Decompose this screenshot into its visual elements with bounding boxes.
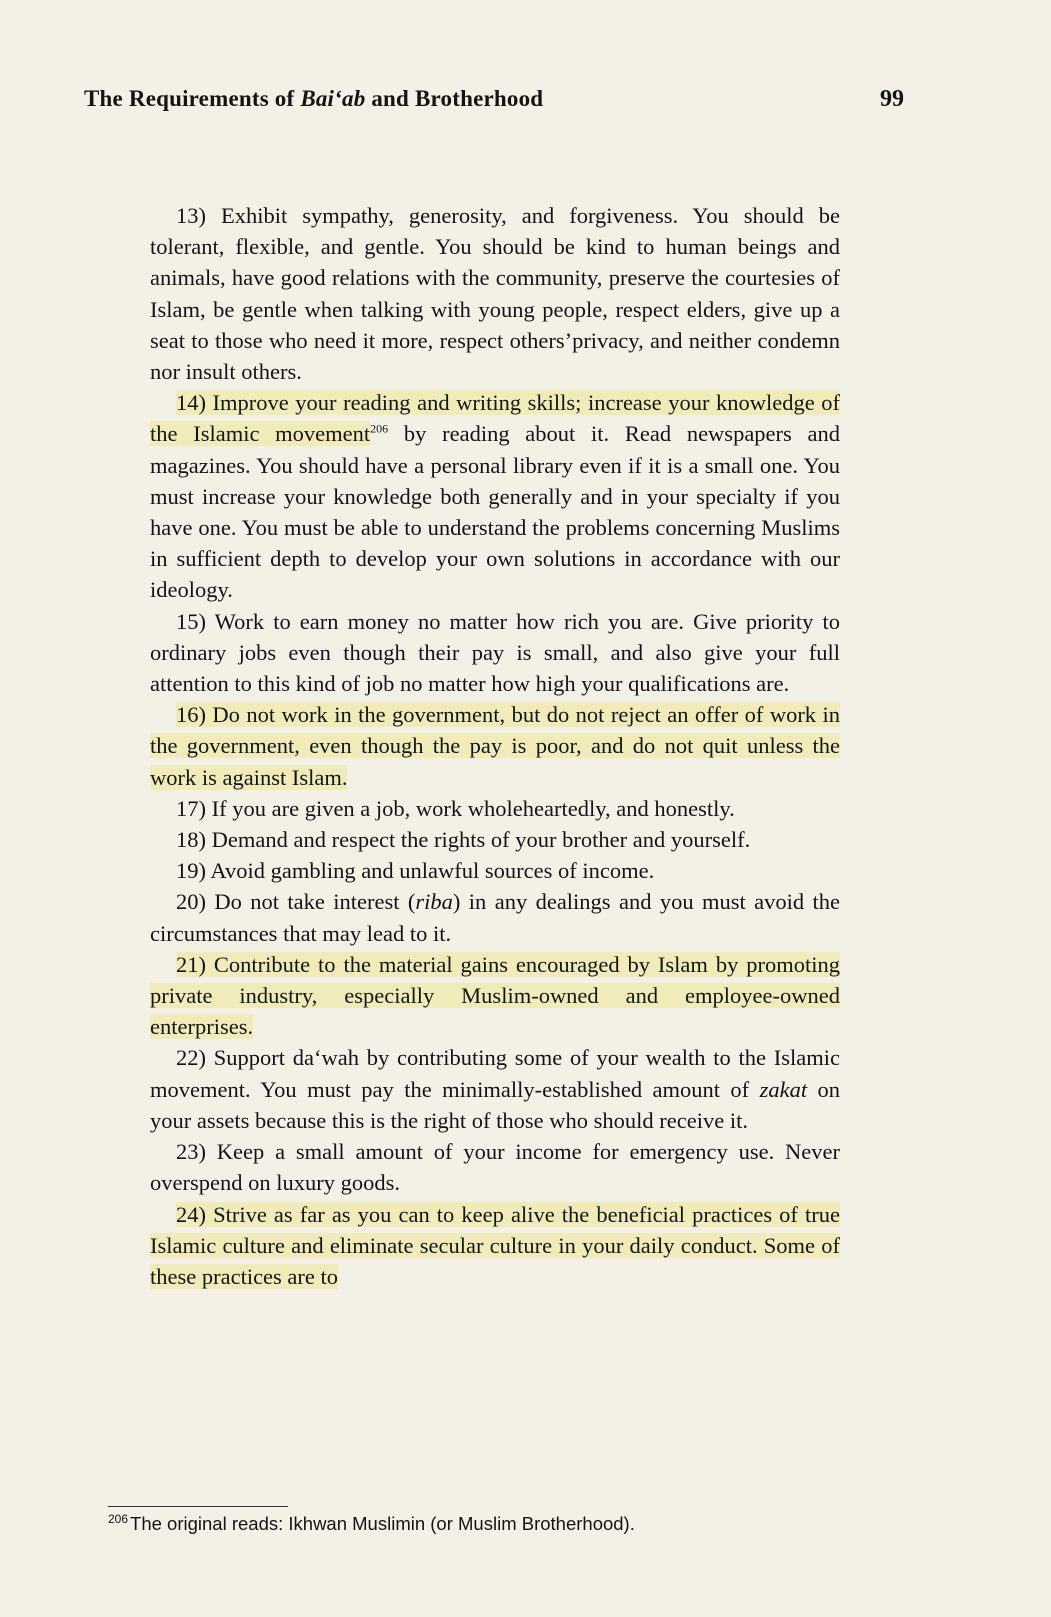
paragraph-14 bbox=[150, 387, 840, 605]
paragraph-14-text-1: 14) Improve your reading and writing skills; increase your knowledge of the Islamic movement bbox=[150, 390, 840, 447]
paragraph-16 bbox=[150, 699, 840, 793]
paragraph-20-text-1: 20) Do not take interest ( bbox=[176, 889, 416, 915]
running-head-part-1: The Requirements of bbox=[84, 86, 301, 111]
footnote-text: The original reads: Ikhwan Muslimin (or Muslim Brotherhood). bbox=[130, 1513, 635, 1534]
paragraph-22-text-1: 22) Support da‘wah by contributing some of your wealth to the Islamic movement. You must pay the minimally-established amount of bbox=[150, 1045, 840, 1102]
paragraph-21-text: 21) Contribute to the material gains encouraged by Islam by promoting private industry, especially Muslim-owned and employee-owned enterprises. bbox=[150, 951, 840, 1040]
page-number: 99 bbox=[880, 86, 904, 112]
paragraph-13: 13) Exhibit sympathy, generosity, and forgiveness. You should be tolerant, flexible, and gentle. You should be kind to human beings and animals, have good relations with the community, preserve the courtesies of Islam, be gentle when talking with young people, respect elders, give up a seat to those who need it more, respect others’privacy, and neither condemn nor insult others. bbox=[150, 203, 840, 385]
paragraph-24-text: 24) Strive as far as you can to keep alive the beneficial practices of true Islamic culture and eliminate secular culture in your daily conduct. Some of these practices are to bbox=[150, 1201, 840, 1289]
footnote-divider bbox=[108, 1506, 288, 1507]
paragraph-21 bbox=[150, 949, 840, 1043]
paragraph-22-italic: zakat bbox=[759, 1076, 808, 1102]
paragraph-24 bbox=[150, 1199, 840, 1293]
paragraph-15: 15) Work to earn money no matter how rich you are. Give priority to ordinary jobs even though their pay is small, and also give your full attention to this kind of job no matter how high your qualifications are. bbox=[150, 608, 840, 697]
paragraph-20-italic: riba bbox=[415, 889, 453, 915]
paragraph-16-text: 16) Do not work in the government, but do not reject an offer of work in the government, even though the pay is poor, and do not quit unless the work is against Islam. bbox=[150, 702, 840, 790]
running-head bbox=[84, 86, 543, 112]
footnote-number: 206 bbox=[108, 1511, 129, 1526]
paragraph-22-text-2: on your assets because this is the right of those who should receive it. bbox=[150, 1076, 840, 1133]
paragraph-14-text-2: by reading about it. Read newspapers and magazines. You should have a personal library even if it is a small one. You must increase your knowledge both generally and in your specialty if you have one. You must be able to understand the problems concerning Muslims in sufficient depth to develop your own solutions in accordance with our ideology. bbox=[150, 421, 840, 603]
page-header bbox=[84, 86, 904, 120]
paragraph-20 bbox=[150, 886, 840, 948]
paragraph-22 bbox=[150, 1042, 840, 1136]
paragraph-19: 19) Avoid gambling and unlawful sources of income. bbox=[176, 858, 655, 884]
paragraph-17: 17) If you are given a job, work wholeheartedly, and honestly. bbox=[176, 795, 735, 821]
paragraph-20-text-2: ) in any dealings and you must avoid the circumstances that may lead to it. bbox=[150, 889, 840, 946]
running-head-part-2: and Brotherhood bbox=[365, 86, 544, 111]
footnote bbox=[108, 1513, 808, 1535]
paragraph-18: 18) Demand and respect the rights of your brother and yourself. bbox=[176, 827, 751, 853]
running-head-italic: Bai‘ab bbox=[300, 86, 366, 111]
body-text bbox=[150, 200, 840, 1292]
footnote-reference: 206 bbox=[370, 421, 389, 436]
paragraph-23: 23) Keep a small amount of your income for emergency use. Never overspend on luxury goods. bbox=[150, 1139, 840, 1196]
